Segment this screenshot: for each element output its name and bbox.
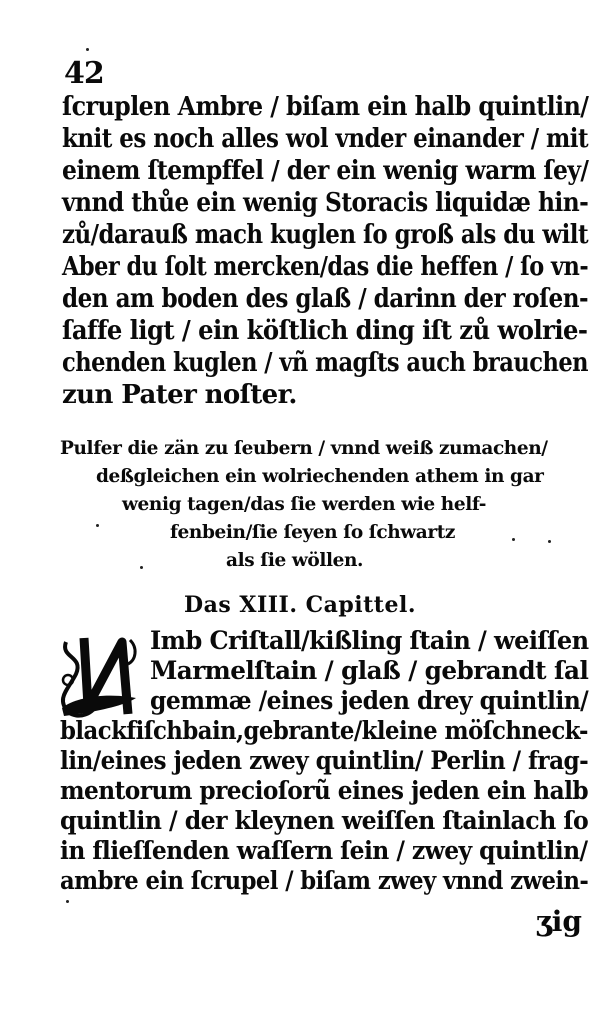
text-line: gemmæ /eines jeden drey quintlin/ [150, 686, 589, 715]
text-line: Aber du ſolt mercken/das die heffen / ſo vn- [62, 252, 589, 282]
text-line: lin/eines jeden zwey quintlin/ Perlin / frag- [60, 746, 589, 775]
text-line: ſcruplen Ambre / biſam ein halb quintlin/ [62, 92, 589, 122]
text-line: knit es noch alles wol vnder einander / mit [62, 124, 589, 154]
ornamental-initial-icon [54, 628, 144, 724]
ink-speck [86, 48, 89, 51]
decorated-initial [54, 628, 144, 724]
text-line: chenden kuglen / vñ magſts auch brauchen [62, 348, 589, 378]
section-heading-line: Pulfer die zän zu ſeubern / vnnd weiß zumachen/ [60, 438, 548, 459]
text-line: mentorum precioſorũ eines jeden ein halb [60, 776, 589, 805]
section-heading-line: fenbein/ſie ſeyen ſo ſchwartz [170, 522, 455, 543]
text-line: ambre ein ſcrupel / biſam zwey vnnd zwein- [60, 866, 589, 895]
chapter-title: Das XIII. Capittel. [184, 592, 416, 618]
catchword: ʒig [535, 905, 582, 938]
text-line: ſaffe ligt / ein köſtlich ding iſt zů wolrie- [62, 316, 588, 346]
ink-speck [66, 900, 69, 903]
ink-speck [512, 538, 515, 541]
ink-speck [548, 540, 551, 543]
text-line: den am boden des glaß / darinn der roſen- [62, 284, 589, 314]
section-heading-line: wenig tagen/das ſie werden wie helf- [122, 494, 487, 515]
text-line: blackfiſchbain,gebrante/kleine möſchneck- [60, 716, 588, 745]
text-line: Imb Criſtall/kißling ſtain / weiſſen [150, 626, 589, 655]
section-heading-line: deßgleichen ein wolriechenden athem in gar [96, 466, 544, 487]
ink-speck [140, 566, 143, 569]
page-number: 42 [64, 56, 104, 91]
ink-speck [96, 524, 99, 527]
text-line: vnnd thůe ein wenig Storacis liquidæ hin- [62, 188, 589, 218]
text-line: einem ſtempffel / der ein wenig warm ſey/ [62, 156, 589, 186]
text-line: zun Pater noſter. [62, 380, 297, 410]
text-line: Marmelſtain / glaß / gebrandt ſal [150, 656, 589, 685]
text-line: quintlin / der kleynen weiſſen ſtainlach ſo [60, 806, 589, 835]
text-line: in flieſſenden waſſern ſein / zwey quintlin/ [60, 836, 588, 865]
text-line: zů/darauß mach kuglen ſo groß als du wilt [62, 220, 589, 250]
section-heading-line: als ſie wöllen. [226, 550, 364, 571]
